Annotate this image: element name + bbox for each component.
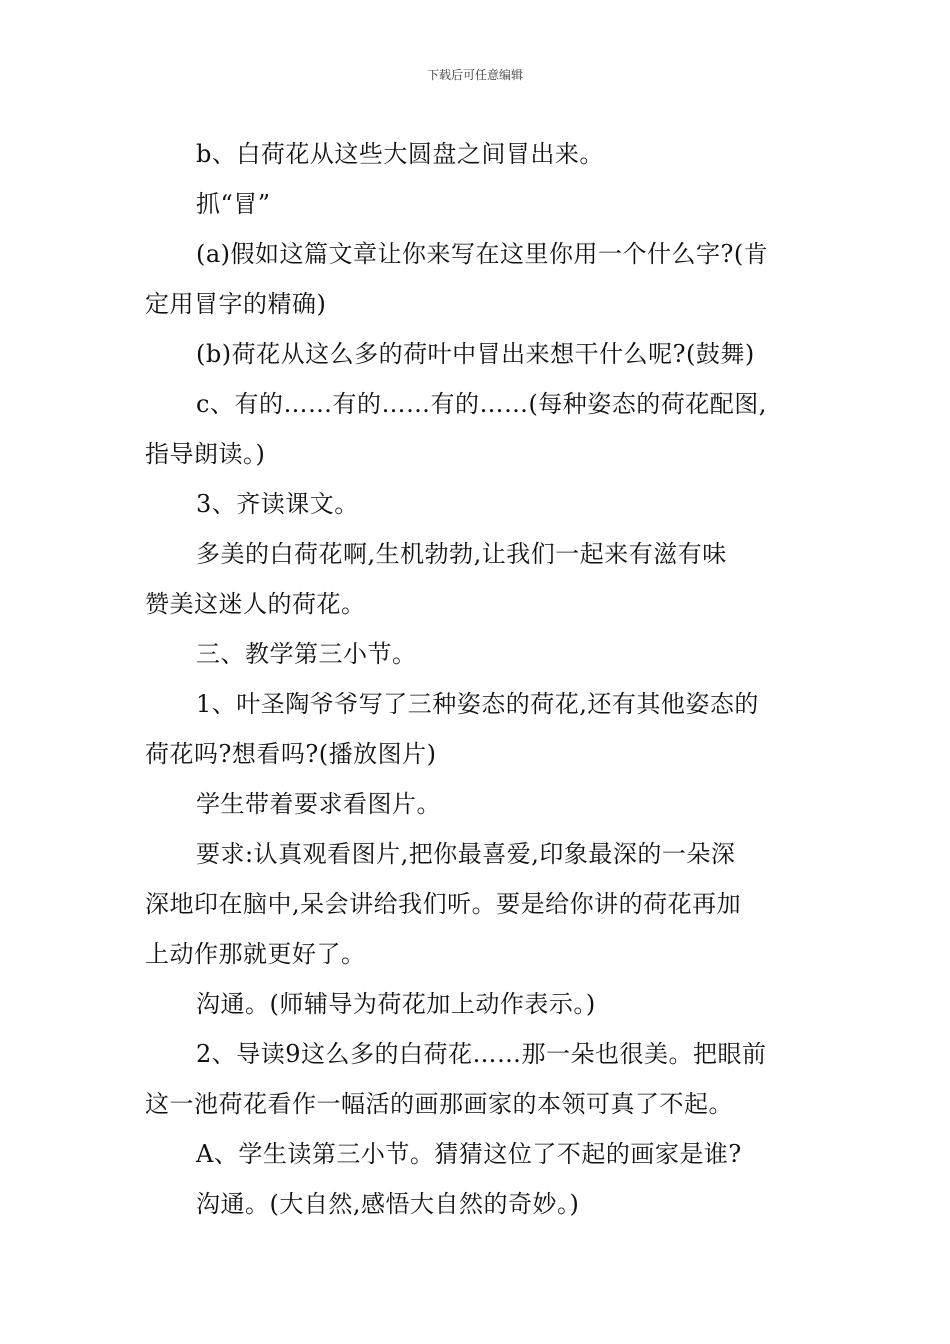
text-line: 赞美这迷人的荷花。 xyxy=(145,590,366,618)
page-header: 下载后可任意编辑 xyxy=(426,68,523,82)
text-line: 指导朗读。) xyxy=(145,440,266,468)
text-line: 深地印在脑中,呆会讲给我们听。要是给你讲的荷花再加 xyxy=(145,890,742,918)
text-line: 沟通。(师辅导为荷花加上动作表示。) xyxy=(196,990,596,1018)
text-line: (b)荷花从这么多的荷叶中冒出来想干什么呢?(鼓舞) xyxy=(196,340,755,368)
text-line: (a)假如这篇文章让你来写在这里你用一个什么字?(肯 xyxy=(196,240,769,268)
text-line: 2、导读9这么多的白荷花……那一朵也很美。把眼前 xyxy=(196,1040,767,1068)
text-line: A、学生读第三小节。猜猜这位了不起的画家是谁? xyxy=(196,1140,742,1168)
text-line: 要求:认真观看图片,把你最喜爱,印象最深的一朵深 xyxy=(196,840,736,868)
text-line: 三、教学第三小节。 xyxy=(196,640,417,668)
text-line: 这一池荷花看作一幅活的画那画家的本领可真了不起。 xyxy=(145,1090,733,1118)
text-line: 荷花吗?想看吗?(播放图片) xyxy=(145,740,437,768)
text-line: c、有的……有的……有的……(每种姿态的荷花配图, xyxy=(196,390,767,418)
text-line: 抓“冒” xyxy=(196,190,271,218)
text-line: 沟通。(大自然,感悟大自然的奇妙。) xyxy=(196,1190,580,1218)
text-line: 1、叶圣陶爷爷写了三种姿态的荷花,还有其他姿态的 xyxy=(196,690,759,718)
text-line: 3、齐读课文。 xyxy=(196,490,359,518)
text-line: 多美的白荷花啊,生机勃勃,让我们一起来有滋有味 xyxy=(196,540,727,568)
text-line: 上动作那就更好了。 xyxy=(145,940,366,968)
text-line: 学生带着要求看图片。 xyxy=(196,790,441,818)
text-line: 定用冒字的精确) xyxy=(145,290,327,318)
text-line: b、白荷花从这些大圆盘之间冒出来。 xyxy=(196,140,604,168)
